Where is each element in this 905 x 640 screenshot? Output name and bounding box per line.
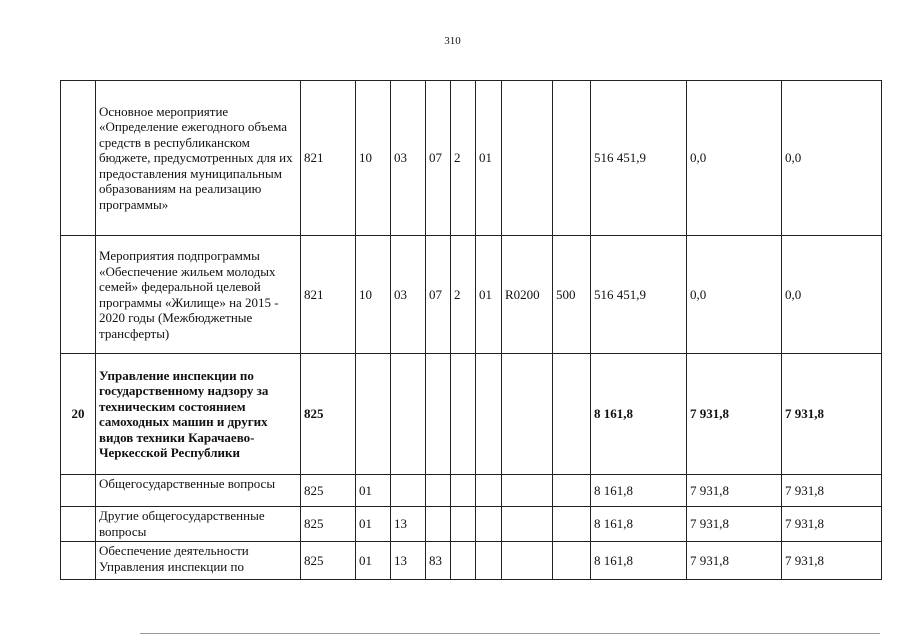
ministry-code: 825 — [301, 542, 356, 580]
direction-code — [502, 507, 553, 542]
expense-type-code — [553, 507, 591, 542]
row-number — [61, 236, 96, 354]
expense-type-code — [553, 354, 591, 475]
sum-year-2: 7 931,8 — [687, 354, 782, 475]
row-name: Основное мероприятие «Определение ежегодного объема средств в республиканском бюджете, предусмотренных для их предоставления муниципальным образованиям на реализацию программы» — [96, 81, 301, 236]
sum-year-1: 8 161,8 — [591, 507, 687, 542]
subsection-code: 13 — [391, 507, 426, 542]
event-code: 01 — [476, 81, 502, 236]
section-code: 01 — [356, 542, 391, 580]
sum-year-2: 7 931,8 — [687, 542, 782, 580]
subsection-code: 03 — [391, 236, 426, 354]
event-code — [476, 542, 502, 580]
event-code: 01 — [476, 236, 502, 354]
subprogram-code — [451, 507, 476, 542]
ministry-code: 825 — [301, 475, 356, 507]
program-code — [426, 354, 451, 475]
direction-code — [502, 354, 553, 475]
table-row — [61, 542, 882, 580]
sum-year-2: 7 931,8 — [687, 507, 782, 542]
subsection-code: 13 — [391, 542, 426, 580]
program-code — [426, 507, 451, 542]
sum-year-3: 0,0 — [782, 236, 882, 354]
subprogram-code — [451, 542, 476, 580]
ministry-code: 825 — [301, 354, 356, 475]
direction-code — [502, 542, 553, 580]
direction-code — [502, 81, 553, 236]
sum-year-1: 8 161,8 — [591, 354, 687, 475]
page-number: 310 — [444, 35, 461, 47]
program-code: 83 — [426, 542, 451, 580]
sum-year-1: 516 451,9 — [591, 236, 687, 354]
table-row — [61, 475, 882, 507]
subsection-code: 03 — [391, 81, 426, 236]
row-name: Обеспечение деятельности Управления инспекции по — [96, 542, 301, 580]
event-code — [476, 507, 502, 542]
ministry-code: 821 — [301, 81, 356, 236]
sum-year-3: 7 931,8 — [782, 507, 882, 542]
sum-year-2: 0,0 — [687, 236, 782, 354]
table-row — [61, 236, 882, 354]
direction-code: R0200 — [502, 236, 553, 354]
sum-year-1: 8 161,8 — [591, 475, 687, 507]
expense-type-code — [553, 542, 591, 580]
table-row — [61, 81, 882, 236]
row-number: 20 — [61, 354, 96, 475]
row-name: Общегосударственные вопросы — [96, 475, 301, 507]
row-name: Мероприятия подпрограммы «Обеспечение жильем молодых семей» федеральной целевой программы «Жилище» на 2015 - 2020 годы (Межбюджетные трансферты) — [96, 236, 301, 354]
budget-table — [60, 80, 882, 580]
sum-year-2: 0,0 — [687, 81, 782, 236]
row-name: Другие общегосударственные вопросы — [96, 507, 301, 542]
sum-year-3: 7 931,8 — [782, 475, 882, 507]
section-code: 01 — [356, 475, 391, 507]
row-number — [61, 507, 96, 542]
event-code — [476, 354, 502, 475]
subsection-code — [391, 475, 426, 507]
row-number — [61, 475, 96, 507]
ministry-code: 825 — [301, 507, 356, 542]
program-code — [426, 475, 451, 507]
expense-type-code — [553, 475, 591, 507]
row-number — [61, 542, 96, 580]
sum-year-1: 8 161,8 — [591, 542, 687, 580]
program-code: 07 — [426, 236, 451, 354]
sum-year-3: 0,0 — [782, 81, 882, 236]
row-name: Управление инспекции по государственному надзору за техническим состоянием самоходных машин и других видов техники Карачаево-Черкесской Республики — [96, 354, 301, 475]
event-code — [476, 475, 502, 507]
table-row — [61, 354, 882, 475]
subprogram-code — [451, 475, 476, 507]
table-row — [61, 507, 882, 542]
direction-code — [502, 475, 553, 507]
row-number — [61, 81, 96, 236]
subsection-code — [391, 354, 426, 475]
sum-year-3: 7 931,8 — [782, 542, 882, 580]
scan-artifact-line — [140, 633, 880, 634]
ministry-code: 821 — [301, 236, 356, 354]
sum-year-1: 516 451,9 — [591, 81, 687, 236]
section-code: 10 — [356, 236, 391, 354]
program-code: 07 — [426, 81, 451, 236]
subprogram-code: 2 — [451, 236, 476, 354]
subprogram-code: 2 — [451, 81, 476, 236]
subprogram-code — [451, 354, 476, 475]
sum-year-3: 7 931,8 — [782, 354, 882, 475]
section-code: 01 — [356, 507, 391, 542]
section-code: 10 — [356, 81, 391, 236]
section-code — [356, 354, 391, 475]
expense-type-code — [553, 81, 591, 236]
sum-year-2: 7 931,8 — [687, 475, 782, 507]
expense-type-code: 500 — [553, 236, 591, 354]
